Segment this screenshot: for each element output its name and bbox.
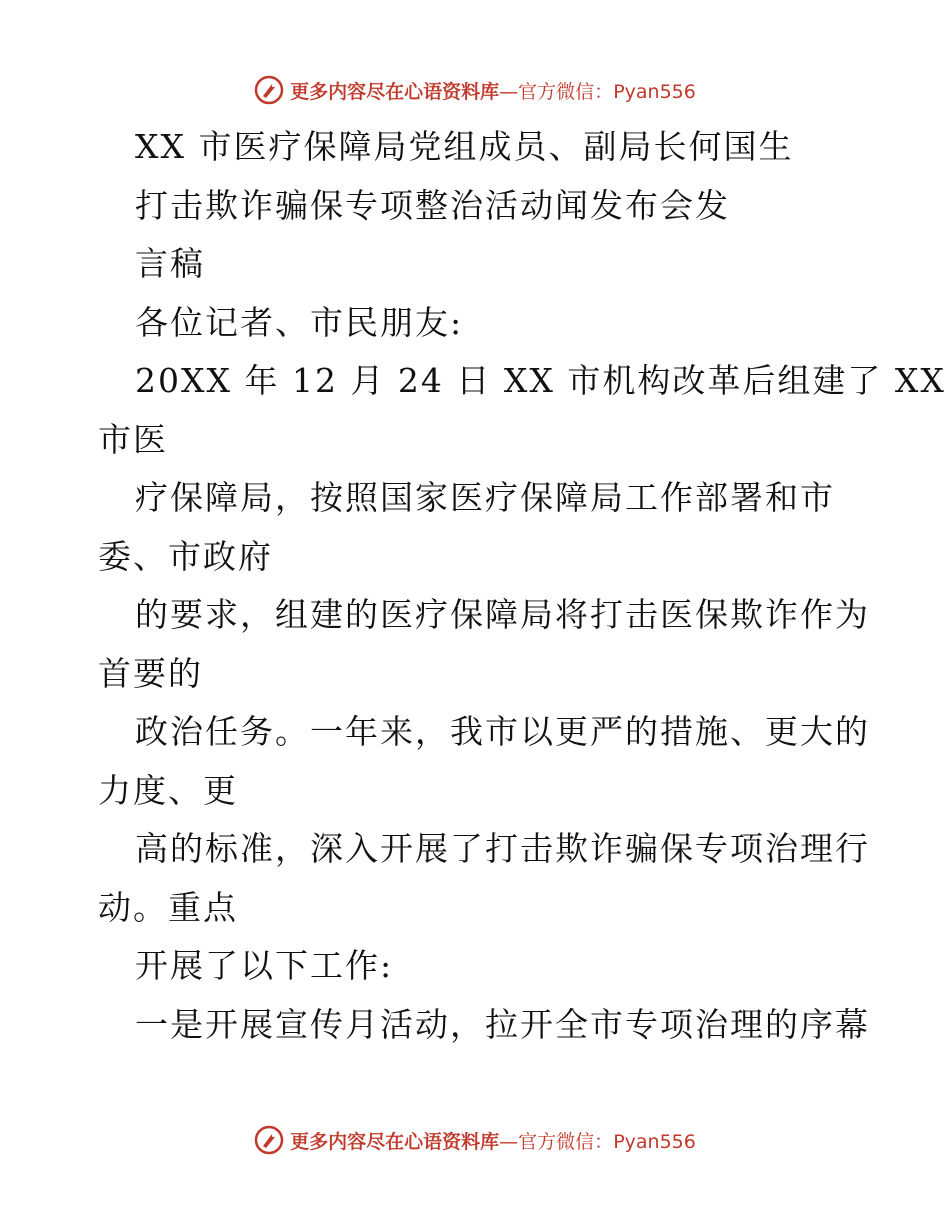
footer-banner <box>0 1120 950 1160</box>
document-line: 政治任务。一年来，我市以更严的措施、更大的 <box>135 712 870 751</box>
banner-text <box>290 77 696 104</box>
document-line: 动。重点 <box>98 887 238 927</box>
document-line: 委、市政府 <box>98 536 273 576</box>
banner-separator: — <box>499 80 519 103</box>
document-line: 的要求，组建的医疗保障局将打击医保欺诈作为 <box>135 595 870 634</box>
document-line: XX 市医疗保障局党组成员、副局长何国生 <box>135 127 794 166</box>
banner-slogan: 更多内容尽在心语资料库 <box>290 80 500 103</box>
document-line: 各位记者、市民朋友: <box>135 302 464 342</box>
document-line: 打击欺诈骗保专项整治活动闻发布会发 <box>135 185 730 225</box>
document-line: 首要的 <box>98 653 203 693</box>
document-line: 市医 <box>98 419 168 459</box>
document-line: 疗保障局，按照国家医疗保障局工作部署和市 <box>135 478 835 517</box>
pen-nib-logo-icon <box>254 75 284 105</box>
document-line: 一是开展宣传月活动，拉开全市专项治理的序幕 <box>135 1004 870 1044</box>
banner-contact-label: 官方微信： <box>518 80 614 103</box>
pen-nib-logo-icon <box>254 1125 284 1155</box>
document-line: 开展了以下工作: <box>135 946 394 985</box>
document-line: 言稿 <box>135 244 205 283</box>
banner-text <box>290 1127 696 1154</box>
banner-contact-id: Pyan556 <box>613 1130 696 1153</box>
banner-contact-id: Pyan556 <box>613 80 696 103</box>
banner-contact-label: 官方微信： <box>518 1130 614 1153</box>
banner-separator: — <box>499 1130 519 1153</box>
header-banner <box>0 70 950 110</box>
document-line: 20XX 年 12 月 24 日 XX 市机构改革后组建了 XX <box>135 361 946 400</box>
banner-slogan: 更多内容尽在心语资料库 <box>290 1130 500 1153</box>
document-line: 力度、更 <box>98 770 238 810</box>
document-line: 高的标准，深入开展了打击欺诈骗保专项治理行 <box>135 829 870 868</box>
document-body <box>98 118 946 1054</box>
